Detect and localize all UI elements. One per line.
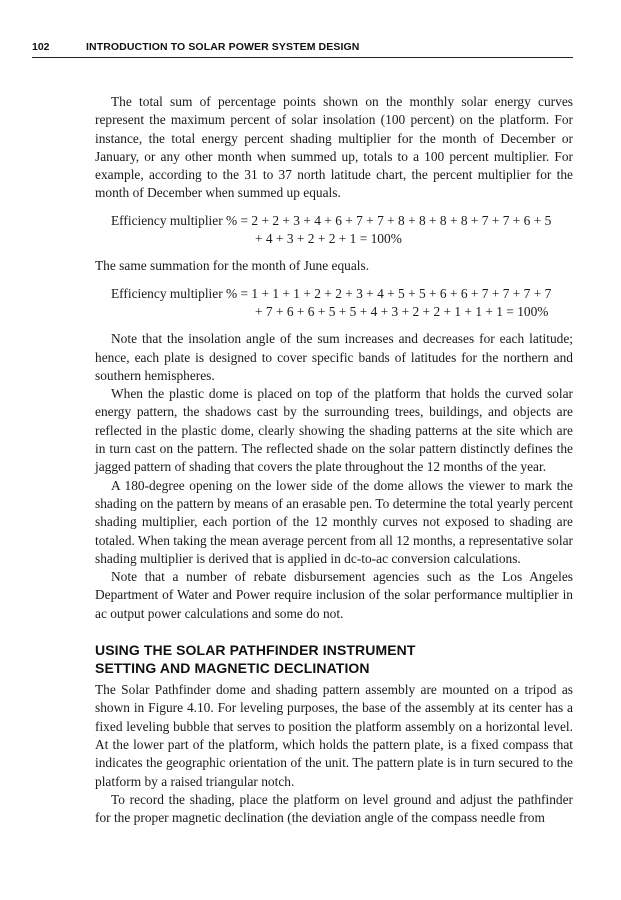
paragraph-pathfinder-assembly: The Solar Pathfinder dome and shading pattern assembly are mounted on a tripod as shown in Figure 4.10. For leveling purposes, the base of the assembly at its center has a fixed leveling bubble that serves to position the platform assembly on a horizontal level. At the lower part of the platform, which holds the pattern plate, is a fixed compass that indicates the geographic orientation of the unit. The pattern plate is in turn secured to the platform by a raised triangular notch. xyxy=(95,682,573,789)
equation-december-line2: + 4 + 3 + 2 + 2 + 1 = 100% xyxy=(255,231,402,247)
paragraph-june-intro: The same summation for the month of June equals. xyxy=(95,258,370,274)
page-number: 102 xyxy=(32,41,50,53)
body-text xyxy=(95,93,573,827)
paragraph-180-degree: A 180-degree opening on the lower side of the dome allows the viewer to mark the shading on the pattern by means of an erasable pen. To determine the total yearly percent shading multiplier, each portion of the 12 monthly curves not exposed to shading are totaled. When taking the mean average percent from all 12 months, a representative solar shading multiplier is derived that is applied in dc-to-ac conversion calculations. xyxy=(95,477,573,566)
equation-december xyxy=(95,212,573,249)
paragraph-plastic-dome: When the plastic dome is placed on top of the platform that holds the curved solar energy pattern, the shadows cast by the surrounding trees, buildings, and objects are reflected in the plastic dome, clearly showing the shading patterns at the site which are in turn cast on the pattern. The reflected shade on the solar pattern distinctly defines the jagged pattern of shading that covers the plate throughout the 12 months of the year. xyxy=(95,386,573,475)
running-header xyxy=(32,41,573,58)
paragraph-record-shading: To record the shading, place the platform on level ground and adjust the pathfinder for the proper magnetic declination (the deviation angle of the compass needle from xyxy=(95,791,573,826)
running-head-title: INTRODUCTION TO SOLAR POWER SYSTEM DESIGN xyxy=(86,41,360,53)
paragraph-total-sum: The total sum of percentage points shown on the monthly solar energy curves represent the maximum percent of solar insolation (100 percent) on the platform. For instance, the total energy percent shading multiplier for the month of December or January, or any other month when summed up, totals to a 100 percent multiplier. For example, according to the 31 to 37 north latitude chart, the percent multiplier for the month of December when summed up equals. xyxy=(95,94,573,201)
section-heading xyxy=(95,641,573,677)
paragraph-rebate-agencies: Note that a number of rebate disbursement agencies such as the Los Angeles Department of Water and Power require inclusion of the solar performance multiplier in ac output power calculations and some do not. xyxy=(95,569,573,621)
paragraph-insolation-angle: Note that the insolation angle of the sum increases and decreases for each latitude; hence, each plate is designed to cover specific bands of latitudes for the northern and southern hemispheres. xyxy=(95,331,573,383)
equation-june xyxy=(95,285,573,322)
equation-december-line1: Efficiency multiplier % = 2 + 2 + 3 + 4 + 6 + 7 + 7 + 8 + 8 + 8 + 8 + 7 + 7 + 6 + 5 xyxy=(111,212,552,228)
section-heading-line2: SETTING AND MAGNETIC DECLINATION xyxy=(95,660,370,677)
equation-june-line1: Efficiency multiplier % = 1 + 1 + 1 + 2 + 2 + 3 + 4 + 5 + 5 + 6 + 6 + 7 + 7 + 7 + 7 xyxy=(111,285,552,301)
section-heading-line1: USING THE SOLAR PATHFINDER INSTRUMENT xyxy=(95,642,416,659)
equation-june-line2: + 7 + 6 + 6 + 5 + 5 + 4 + 3 + 2 + 2 + 1 + 1 + 1 = 100% xyxy=(255,303,549,319)
